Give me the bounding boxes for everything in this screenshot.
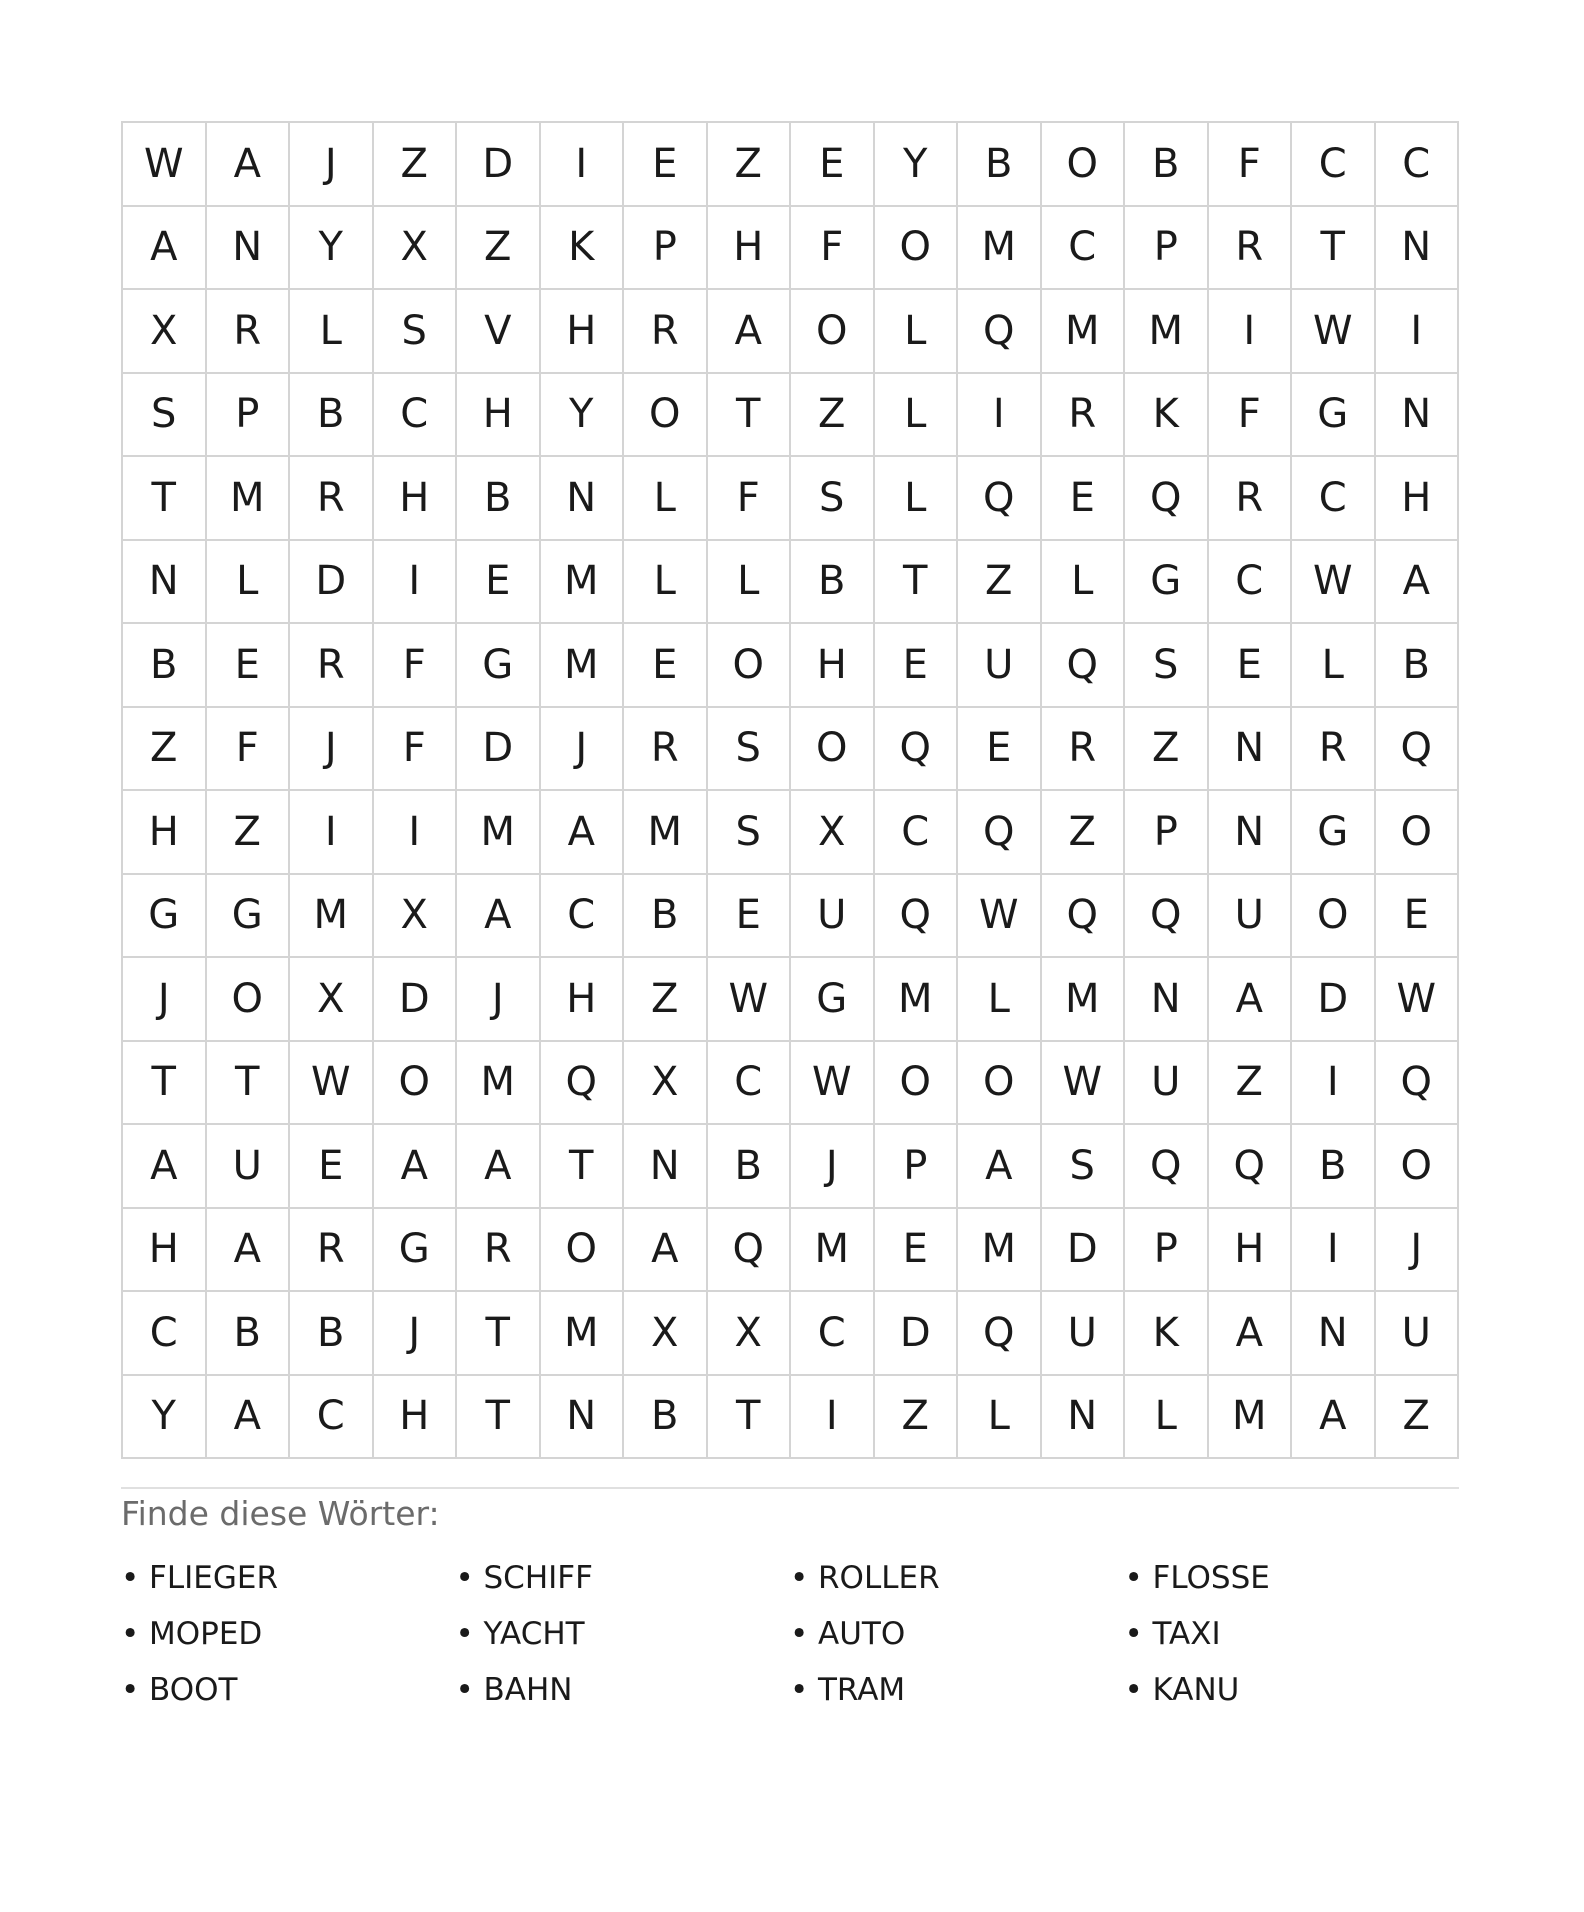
- grid-cell[interactable]: U: [1209, 875, 1293, 959]
- grid-cell[interactable]: Q: [875, 708, 959, 792]
- grid-cell[interactable]: Z: [791, 374, 875, 458]
- word-list-item: [790, 1662, 1125, 1718]
- grid-cell[interactable]: I: [1292, 1209, 1376, 1293]
- grid-cell[interactable]: R: [290, 624, 374, 708]
- grid-cell[interactable]: N: [1042, 1376, 1126, 1460]
- grid-cell[interactable]: C: [875, 791, 959, 875]
- bullet-icon: •: [1124, 1672, 1143, 1708]
- grid-cell[interactable]: N: [624, 1125, 708, 1209]
- grid-cell[interactable]: N: [1292, 1292, 1376, 1376]
- grid-cell[interactable]: T: [123, 1042, 207, 1126]
- grid-cell[interactable]: F: [374, 624, 458, 708]
- grid-cell[interactable]: Z: [207, 791, 291, 875]
- grid-cell[interactable]: C: [1042, 207, 1126, 291]
- grid-cell[interactable]: A: [123, 1125, 207, 1209]
- grid-cell[interactable]: X: [708, 1292, 792, 1376]
- grid-cell[interactable]: D: [457, 123, 541, 207]
- bullet-icon: •: [1124, 1560, 1143, 1596]
- grid-cell[interactable]: Z: [624, 958, 708, 1042]
- grid-cell[interactable]: T: [541, 1125, 625, 1209]
- grid-cell[interactable]: J: [1376, 1209, 1460, 1293]
- grid-cell[interactable]: J: [374, 1292, 458, 1376]
- grid-cell[interactable]: W: [791, 1042, 875, 1126]
- grid-cell[interactable]: P: [207, 374, 291, 458]
- grid-cell[interactable]: J: [541, 708, 625, 792]
- grid-cell[interactable]: I: [1376, 290, 1460, 374]
- grid-cell[interactable]: I: [541, 123, 625, 207]
- word-label: TRAM: [818, 1672, 906, 1708]
- grid-cell[interactable]: O: [1376, 1125, 1460, 1209]
- grid-cell[interactable]: T: [708, 1376, 792, 1460]
- grid-cell[interactable]: Y: [541, 374, 625, 458]
- grid-cell[interactable]: M: [457, 1042, 541, 1126]
- grid-cell[interactable]: N: [1209, 791, 1293, 875]
- grid-cell[interactable]: O: [875, 1042, 959, 1126]
- grid-cell[interactable]: E: [624, 624, 708, 708]
- grid-cell[interactable]: K: [1125, 1292, 1209, 1376]
- grid-cell[interactable]: G: [791, 958, 875, 1042]
- grid-cell[interactable]: E: [457, 541, 541, 625]
- grid-cell[interactable]: J: [791, 1125, 875, 1209]
- word-list-item: [790, 1606, 1125, 1662]
- grid-cell[interactable]: E: [1376, 875, 1460, 959]
- grid-cell[interactable]: B: [123, 624, 207, 708]
- grid-cell[interactable]: I: [958, 374, 1042, 458]
- grid-cell[interactable]: E: [875, 1209, 959, 1293]
- bullet-icon: •: [121, 1560, 140, 1596]
- grid-cell[interactable]: L: [207, 541, 291, 625]
- grid-cell[interactable]: Q: [1125, 457, 1209, 541]
- word-label: FLOSSE: [1152, 1560, 1270, 1596]
- grid-cell[interactable]: M: [1125, 290, 1209, 374]
- grid-cell[interactable]: H: [708, 207, 792, 291]
- grid-cell[interactable]: U: [1125, 1042, 1209, 1126]
- grid-cell[interactable]: W: [1042, 1042, 1126, 1126]
- grid-cell[interactable]: R: [624, 290, 708, 374]
- word-label: FLIEGER: [149, 1560, 278, 1596]
- word-label: TAXI: [1152, 1616, 1221, 1652]
- grid-cell[interactable]: X: [374, 875, 458, 959]
- grid-cell[interactable]: C: [1209, 541, 1293, 625]
- grid-cell[interactable]: B: [791, 541, 875, 625]
- grid-cell[interactable]: Q: [1125, 1125, 1209, 1209]
- grid-cell[interactable]: Q: [1042, 624, 1126, 708]
- grid-cell[interactable]: X: [624, 1292, 708, 1376]
- grid-cell[interactable]: R: [1292, 708, 1376, 792]
- grid-cell[interactable]: C: [1292, 123, 1376, 207]
- grid-cell[interactable]: O: [708, 624, 792, 708]
- grid-cell[interactable]: H: [123, 791, 207, 875]
- grid-cell[interactable]: T: [708, 374, 792, 458]
- grid-cell[interactable]: R: [624, 708, 708, 792]
- grid-cell[interactable]: A: [1292, 1376, 1376, 1460]
- grid-cell[interactable]: J: [457, 958, 541, 1042]
- grid-cell[interactable]: R: [290, 457, 374, 541]
- word-label: KANU: [1152, 1672, 1240, 1708]
- grid-cell[interactable]: R: [1042, 708, 1126, 792]
- grid-cell[interactable]: T: [875, 541, 959, 625]
- grid-cell[interactable]: V: [457, 290, 541, 374]
- grid-cell[interactable]: G: [1292, 791, 1376, 875]
- grid-cell[interactable]: L: [1042, 541, 1126, 625]
- grid-cell[interactable]: L: [958, 1376, 1042, 1460]
- grid-cell[interactable]: U: [1376, 1292, 1460, 1376]
- grid-cell[interactable]: O: [207, 958, 291, 1042]
- grid-cell[interactable]: T: [123, 457, 207, 541]
- word-list-item: [790, 1550, 1125, 1606]
- word-label: BOOT: [149, 1672, 238, 1708]
- grid-cell[interactable]: N: [541, 457, 625, 541]
- word-list-item: [456, 1606, 791, 1662]
- bullet-icon: •: [790, 1672, 809, 1708]
- grid-cell[interactable]: E: [1042, 457, 1126, 541]
- grid-cell[interactable]: B: [708, 1125, 792, 1209]
- grid-cell[interactable]: C: [374, 374, 458, 458]
- grid-cell[interactable]: Z: [457, 207, 541, 291]
- grid-cell[interactable]: Q: [958, 457, 1042, 541]
- grid-cell[interactable]: M: [1042, 958, 1126, 1042]
- grid-cell[interactable]: E: [708, 875, 792, 959]
- grid-cell[interactable]: C: [290, 1376, 374, 1460]
- word-label: MOPED: [149, 1616, 263, 1652]
- grid-cell[interactable]: A: [457, 875, 541, 959]
- grid-cell[interactable]: B: [1292, 1125, 1376, 1209]
- grid-cell[interactable]: R: [1042, 374, 1126, 458]
- grid-cell[interactable]: W: [708, 958, 792, 1042]
- grid-cell[interactable]: Q: [708, 1209, 792, 1293]
- grid-cell[interactable]: U: [791, 875, 875, 959]
- grid-cell[interactable]: N: [1209, 708, 1293, 792]
- grid-cell[interactable]: R: [207, 290, 291, 374]
- word-list-item: [121, 1606, 456, 1662]
- grid-cell[interactable]: M: [958, 207, 1042, 291]
- grid-cell[interactable]: G: [123, 875, 207, 959]
- grid-cell[interactable]: M: [290, 875, 374, 959]
- grid-cell[interactable]: X: [791, 791, 875, 875]
- grid-cell[interactable]: Z: [123, 708, 207, 792]
- grid-cell[interactable]: D: [875, 1292, 959, 1376]
- grid-cell[interactable]: X: [624, 1042, 708, 1126]
- grid-cell[interactable]: F: [207, 708, 291, 792]
- grid-cell[interactable]: A: [123, 207, 207, 291]
- grid-cell[interactable]: L: [290, 290, 374, 374]
- grid-cell[interactable]: T: [1292, 207, 1376, 291]
- grid-cell[interactable]: L: [1125, 1376, 1209, 1460]
- grid-cell[interactable]: D: [374, 958, 458, 1042]
- grid-cell[interactable]: O: [791, 708, 875, 792]
- grid-cell[interactable]: A: [457, 1125, 541, 1209]
- grid-cell[interactable]: Q: [958, 1292, 1042, 1376]
- grid-cell[interactable]: A: [708, 290, 792, 374]
- grid-cell[interactable]: E: [1209, 624, 1293, 708]
- grid-cell[interactable]: Z: [374, 123, 458, 207]
- grid-cell[interactable]: F: [1209, 123, 1293, 207]
- grid-cell[interactable]: Z: [958, 541, 1042, 625]
- grid-cell[interactable]: L: [624, 457, 708, 541]
- grid-cell[interactable]: Q: [958, 791, 1042, 875]
- grid-cell[interactable]: X: [290, 958, 374, 1042]
- grid-cell[interactable]: H: [541, 290, 625, 374]
- grid-cell[interactable]: M: [791, 1209, 875, 1293]
- grid-cell[interactable]: I: [290, 791, 374, 875]
- grid-cell[interactable]: S: [791, 457, 875, 541]
- grid-cell[interactable]: N: [1125, 958, 1209, 1042]
- grid-cell[interactable]: I: [791, 1376, 875, 1460]
- grid-cell[interactable]: Q: [958, 290, 1042, 374]
- bullet-icon: •: [455, 1616, 474, 1652]
- grid-cell[interactable]: P: [624, 207, 708, 291]
- grid-cell[interactable]: M: [958, 1209, 1042, 1293]
- grid-cell[interactable]: A: [958, 1125, 1042, 1209]
- grid-cell[interactable]: W: [290, 1042, 374, 1126]
- grid-cell[interactable]: W: [1376, 958, 1460, 1042]
- grid-cell[interactable]: W: [958, 875, 1042, 959]
- letter-grid: [121, 121, 1459, 1459]
- grid-cell[interactable]: B: [624, 1376, 708, 1460]
- word-list-item: [121, 1662, 456, 1718]
- grid-cell[interactable]: G: [1292, 374, 1376, 458]
- grid-cell[interactable]: P: [1125, 207, 1209, 291]
- grid-cell[interactable]: Z: [875, 1376, 959, 1460]
- grid-cell[interactable]: G: [207, 875, 291, 959]
- grid-cell[interactable]: Q: [1209, 1125, 1293, 1209]
- grid-cell[interactable]: C: [708, 1042, 792, 1126]
- grid-cell[interactable]: B: [207, 1292, 291, 1376]
- grid-cell[interactable]: F: [374, 708, 458, 792]
- grid-cell[interactable]: Y: [290, 207, 374, 291]
- word-list-item: [1125, 1550, 1460, 1606]
- grid-cell[interactable]: B: [624, 875, 708, 959]
- grid-cell[interactable]: T: [457, 1292, 541, 1376]
- word-label: AUTO: [818, 1616, 906, 1652]
- grid-cell[interactable]: N: [1376, 374, 1460, 458]
- word-label: ROLLER: [818, 1560, 940, 1596]
- bullet-icon: •: [455, 1672, 474, 1708]
- grid-cell[interactable]: W: [123, 123, 207, 207]
- grid-cell[interactable]: S: [123, 374, 207, 458]
- grid-cell[interactable]: D: [1042, 1209, 1126, 1293]
- bullet-icon: •: [790, 1616, 809, 1652]
- grid-cell[interactable]: N: [123, 541, 207, 625]
- grid-cell[interactable]: C: [1292, 457, 1376, 541]
- word-list-heading: Finde diese Wörter:: [121, 1494, 440, 1533]
- grid-cell[interactable]: O: [624, 374, 708, 458]
- word-label: SCHIFF: [483, 1560, 593, 1596]
- grid-cell[interactable]: Y: [123, 1376, 207, 1460]
- grid-cell[interactable]: M: [207, 457, 291, 541]
- grid-cell[interactable]: O: [791, 290, 875, 374]
- grid-cell[interactable]: R: [457, 1209, 541, 1293]
- word-list-item: [456, 1550, 791, 1606]
- grid-cell[interactable]: D: [457, 708, 541, 792]
- grid-cell[interactable]: M: [624, 791, 708, 875]
- grid-cell[interactable]: P: [1125, 791, 1209, 875]
- word-label: YACHT: [483, 1616, 585, 1652]
- grid-cell[interactable]: Q: [1125, 875, 1209, 959]
- grid-cell[interactable]: Q: [1376, 708, 1460, 792]
- grid-cell[interactable]: H: [791, 624, 875, 708]
- grid-cell[interactable]: X: [123, 290, 207, 374]
- grid-cell[interactable]: I: [1209, 290, 1293, 374]
- grid-cell[interactable]: O: [958, 1042, 1042, 1126]
- grid-cell[interactable]: A: [207, 123, 291, 207]
- grid-cell[interactable]: A: [374, 1125, 458, 1209]
- grid-cell[interactable]: W: [1292, 290, 1376, 374]
- grid-cell[interactable]: M: [457, 791, 541, 875]
- grid-cell[interactable]: I: [1292, 1042, 1376, 1126]
- grid-cell[interactable]: A: [541, 791, 625, 875]
- grid-cell[interactable]: L: [624, 541, 708, 625]
- grid-cell[interactable]: C: [541, 875, 625, 959]
- grid-cell[interactable]: O: [875, 207, 959, 291]
- grid-cell[interactable]: L: [708, 541, 792, 625]
- grid-cell[interactable]: B: [457, 457, 541, 541]
- grid-cell[interactable]: M: [875, 958, 959, 1042]
- grid-cell[interactable]: P: [875, 1125, 959, 1209]
- grid-cell[interactable]: D: [1292, 958, 1376, 1042]
- grid-cell[interactable]: E: [791, 123, 875, 207]
- grid-cell[interactable]: H: [374, 1376, 458, 1460]
- grid-cell[interactable]: I: [374, 791, 458, 875]
- bullet-icon: •: [455, 1560, 474, 1596]
- grid-cell[interactable]: L: [875, 290, 959, 374]
- grid-cell[interactable]: C: [791, 1292, 875, 1376]
- grid-cell[interactable]: L: [875, 374, 959, 458]
- grid-cell[interactable]: B: [1125, 123, 1209, 207]
- bullet-icon: •: [790, 1560, 809, 1596]
- grid-cell[interactable]: Z: [1209, 1042, 1293, 1126]
- grid-cell[interactable]: N: [207, 207, 291, 291]
- grid-cell[interactable]: F: [791, 207, 875, 291]
- grid-cell[interactable]: A: [1376, 541, 1460, 625]
- divider: [121, 1487, 1459, 1489]
- grid-cell[interactable]: H: [457, 374, 541, 458]
- grid-cell[interactable]: T: [207, 1042, 291, 1126]
- grid-cell[interactable]: A: [207, 1376, 291, 1460]
- grid-cell[interactable]: Z: [1376, 1376, 1460, 1460]
- grid-cell[interactable]: H: [541, 958, 625, 1042]
- word-label: BAHN: [483, 1672, 573, 1708]
- grid-cell[interactable]: Q: [541, 1042, 625, 1126]
- grid-cell[interactable]: K: [1125, 374, 1209, 458]
- grid-cell[interactable]: T: [457, 1376, 541, 1460]
- grid-cell[interactable]: N: [1376, 207, 1460, 291]
- grid-cell[interactable]: O: [1292, 875, 1376, 959]
- word-list: [121, 1550, 1459, 1718]
- grid-cell[interactable]: U: [207, 1125, 291, 1209]
- grid-cell[interactable]: N: [541, 1376, 625, 1460]
- grid-cell[interactable]: Q: [1042, 875, 1126, 959]
- grid-cell[interactable]: A: [1209, 958, 1293, 1042]
- grid-cell[interactable]: A: [1209, 1292, 1293, 1376]
- grid-cell[interactable]: R: [1209, 207, 1293, 291]
- grid-cell[interactable]: S: [1125, 624, 1209, 708]
- grid-cell[interactable]: H: [1209, 1209, 1293, 1293]
- grid-cell[interactable]: L: [875, 457, 959, 541]
- grid-cell[interactable]: C: [1376, 123, 1460, 207]
- grid-cell[interactable]: E: [290, 1125, 374, 1209]
- grid-cell[interactable]: H: [123, 1209, 207, 1293]
- grid-cell[interactable]: E: [958, 708, 1042, 792]
- grid-cell[interactable]: M: [1209, 1376, 1293, 1460]
- word-list-item: [121, 1550, 456, 1606]
- grid-cell[interactable]: O: [1042, 123, 1126, 207]
- grid-cell[interactable]: C: [123, 1292, 207, 1376]
- grid-cell[interactable]: X: [374, 207, 458, 291]
- bullet-icon: •: [1124, 1616, 1143, 1652]
- grid-cell[interactable]: B: [290, 374, 374, 458]
- grid-cell[interactable]: Q: [1376, 1042, 1460, 1126]
- grid-cell[interactable]: K: [541, 207, 625, 291]
- grid-cell[interactable]: M: [541, 541, 625, 625]
- word-list-item: [456, 1662, 791, 1718]
- grid-cell[interactable]: S: [708, 791, 792, 875]
- grid-cell[interactable]: J: [290, 123, 374, 207]
- grid-cell[interactable]: A: [624, 1209, 708, 1293]
- grid-cell[interactable]: H: [1376, 457, 1460, 541]
- grid-cell[interactable]: B: [1376, 624, 1460, 708]
- grid-cell[interactable]: E: [207, 624, 291, 708]
- grid-cell[interactable]: H: [374, 457, 458, 541]
- grid-cell[interactable]: F: [1209, 374, 1293, 458]
- grid-cell[interactable]: R: [290, 1209, 374, 1293]
- grid-cell[interactable]: S: [1042, 1125, 1126, 1209]
- grid-cell[interactable]: Q: [875, 875, 959, 959]
- grid-cell[interactable]: S: [374, 290, 458, 374]
- grid-cell[interactable]: E: [875, 624, 959, 708]
- grid-cell[interactable]: L: [1292, 624, 1376, 708]
- grid-cell[interactable]: B: [290, 1292, 374, 1376]
- word-list-item: [1125, 1606, 1460, 1662]
- grid-cell[interactable]: Z: [708, 123, 792, 207]
- grid-cell[interactable]: U: [958, 624, 1042, 708]
- grid-cell[interactable]: U: [1042, 1292, 1126, 1376]
- grid-cell[interactable]: O: [541, 1209, 625, 1293]
- grid-cell[interactable]: O: [374, 1042, 458, 1126]
- grid-cell[interactable]: G: [1125, 541, 1209, 625]
- grid-cell[interactable]: Z: [1042, 791, 1126, 875]
- grid-cell[interactable]: J: [290, 708, 374, 792]
- bullet-icon: •: [121, 1616, 140, 1652]
- grid-cell[interactable]: P: [1125, 1209, 1209, 1293]
- grid-cell[interactable]: A: [207, 1209, 291, 1293]
- grid-cell[interactable]: E: [624, 123, 708, 207]
- grid-cell[interactable]: I: [374, 541, 458, 625]
- grid-cell[interactable]: F: [708, 457, 792, 541]
- grid-cell[interactable]: Z: [1125, 708, 1209, 792]
- grid-cell[interactable]: S: [708, 708, 792, 792]
- grid-cell[interactable]: D: [290, 541, 374, 625]
- grid-cell[interactable]: G: [374, 1209, 458, 1293]
- grid-cell[interactable]: G: [457, 624, 541, 708]
- grid-cell[interactable]: O: [1376, 791, 1460, 875]
- grid-cell[interactable]: R: [1209, 457, 1293, 541]
- grid-cell[interactable]: J: [123, 958, 207, 1042]
- grid-cell[interactable]: M: [1042, 290, 1126, 374]
- grid-cell[interactable]: Y: [875, 123, 959, 207]
- grid-cell[interactable]: L: [958, 958, 1042, 1042]
- grid-cell[interactable]: W: [1292, 541, 1376, 625]
- grid-cell[interactable]: M: [541, 624, 625, 708]
- grid-cell[interactable]: B: [958, 123, 1042, 207]
- bullet-icon: •: [121, 1672, 140, 1708]
- grid-cell[interactable]: M: [541, 1292, 625, 1376]
- word-list-item: [1125, 1662, 1460, 1718]
